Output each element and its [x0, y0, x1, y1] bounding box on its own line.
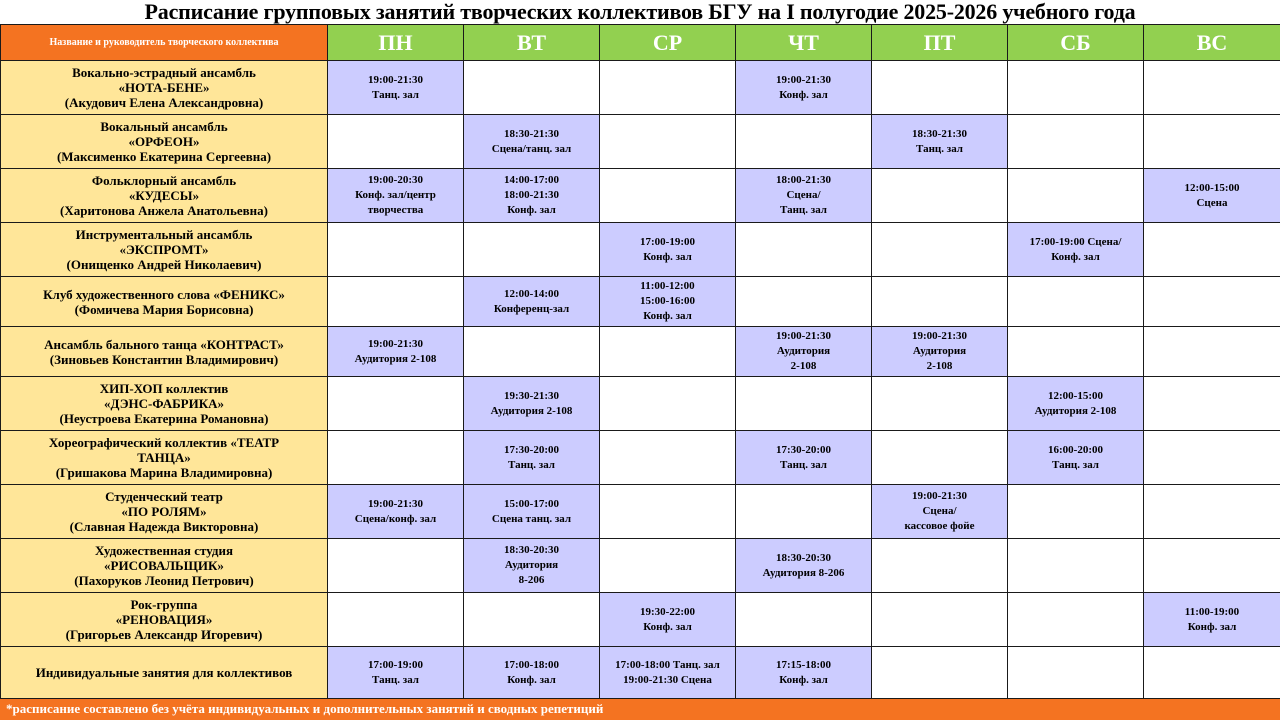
schedule-cell-line: Сцена/	[922, 505, 957, 517]
schedule-cell-wed	[600, 377, 736, 431]
schedule-cell-line: Танц. зал	[916, 142, 963, 155]
schedule-cell-sun	[1144, 485, 1280, 539]
schedule-cell-fri	[872, 647, 1008, 699]
schedule-cell-fri	[872, 169, 1008, 223]
schedule-cell-sat	[1008, 431, 1144, 485]
collective-name-line: «КУДЕСЫ»	[128, 188, 200, 203]
collective-name-line: (Харитонова Анжела Анатольевна)	[60, 203, 268, 218]
schedule-cell-line: Конф. зал	[1187, 620, 1237, 633]
collective-name-line: «НОТА-БЕНЕ»	[118, 80, 210, 95]
schedule-cell-line: Аудитория 8-206	[762, 566, 845, 579]
schedule-cell-thu	[736, 169, 872, 223]
schedule-cell-mon	[328, 431, 464, 485]
schedule-cell-line: 11:00-19:00	[1184, 605, 1240, 618]
schedule-cell-sat	[1008, 169, 1144, 223]
schedule-cell-thu	[736, 223, 872, 277]
schedule-cell-tue	[464, 485, 600, 539]
collective-name-line: (Славная Надежда Викторовна)	[69, 519, 259, 534]
schedule-cell-line: Конф. зал	[643, 250, 692, 263]
schedule-cell-sun	[1144, 647, 1280, 699]
schedule-cell-tue	[464, 327, 600, 377]
collective-name-line: «ЭКСПРОМТ»	[119, 242, 209, 257]
schedule-cell-sat	[1008, 61, 1144, 115]
schedule-cell-sun	[1144, 327, 1280, 377]
schedule-cell-sat	[1008, 647, 1144, 699]
schedule-cell-line: Аудитория	[504, 559, 559, 571]
schedule-cell-thu	[736, 431, 872, 485]
schedule-cell-fri	[872, 431, 1008, 485]
schedule-cell-wed	[600, 647, 736, 699]
schedule-cell-sat	[1008, 277, 1144, 327]
schedule-cell-line: Сцена танц. зал	[491, 512, 572, 525]
schedule-cell-thu	[736, 593, 872, 647]
collective-name	[1, 485, 328, 539]
schedule-cell-line: Конференц-зал	[493, 302, 570, 315]
collective-name-line: «РИСОВАЛЬЩИК»	[104, 558, 224, 573]
schedule-row	[1, 327, 1280, 377]
schedule-cell-tue	[464, 115, 600, 169]
schedule-cell-line: Аудитория	[912, 345, 967, 357]
collective-name-line: (Онищенко Андрей Николаевич)	[66, 257, 262, 272]
schedule-cell-fri	[872, 61, 1008, 115]
schedule-table	[0, 24, 1280, 699]
schedule-cell-line: Конф. зал	[779, 673, 828, 686]
schedule-cell-line: 8-206	[518, 574, 545, 586]
schedule-cell-line: Конф. зал	[507, 204, 556, 216]
schedule-cell-thu	[736, 277, 872, 327]
schedule-cell-line: Конф. зал	[1051, 250, 1100, 263]
schedule-cell-line: 19:30-22:00	[640, 605, 695, 618]
collective-name	[1, 277, 328, 327]
schedule-cell-sun	[1144, 223, 1280, 277]
schedule-cell-line: 18:00-21:30	[776, 174, 831, 186]
schedule-cell-sun	[1144, 277, 1280, 327]
collective-name-line: (Пахоруков Леонид Петрович)	[74, 573, 254, 588]
schedule-cell-line: 17:00-19:00	[640, 235, 695, 248]
collective-name	[1, 377, 328, 431]
schedule-cell-line: 19:00-21:30 Сцена	[623, 673, 712, 686]
schedule-cell-thu	[736, 485, 872, 539]
day-header-sat: СБ	[1008, 25, 1144, 61]
schedule-cell-tue	[464, 593, 600, 647]
schedule-cell-line: 19:00-21:30	[368, 73, 423, 86]
collective-name-line: (Гришакова Марина Владимировна)	[55, 465, 273, 480]
schedule-cell-line: Сцена/	[786, 189, 821, 201]
schedule-cell-line: 17:30-20:00	[504, 443, 559, 456]
collective-name-line: Вокальный ансамбль	[100, 119, 228, 134]
schedule-cell-fri	[872, 593, 1008, 647]
collective-name-line: Художественная студия	[95, 543, 233, 558]
collective-name-line: Индивидуальные занятия для коллективов	[35, 665, 293, 680]
schedule-cell-line: Аудитория 2-108	[1034, 404, 1117, 417]
schedule-row	[1, 431, 1280, 485]
collective-name-line: ХИП-ХОП коллектив	[99, 381, 229, 396]
schedule-cell-thu	[736, 115, 872, 169]
collective-name-line: «ПО РОЛЯМ»	[121, 504, 207, 519]
schedule-cell-line: 19:00-21:30	[776, 330, 831, 342]
schedule-cell-line: 18:30-20:30	[504, 544, 559, 556]
collective-name-line: (Григорьев Александр Игоревич)	[65, 627, 263, 642]
schedule-body	[1, 61, 1280, 699]
collective-name	[1, 115, 328, 169]
schedule-cell-sun	[1144, 539, 1280, 593]
schedule-cell-line: 18:30-21:30	[912, 127, 967, 140]
schedule-row	[1, 377, 1280, 431]
day-header-sun: ВС	[1144, 25, 1280, 61]
schedule-cell-mon	[328, 223, 464, 277]
schedule-cell-wed	[600, 115, 736, 169]
collective-name-line: Инструментальный ансамбль	[75, 227, 253, 242]
schedule-cell-thu	[736, 377, 872, 431]
schedule-cell-line: творчества	[367, 204, 424, 216]
schedule-cell-line: 12:00-15:00	[1048, 389, 1103, 402]
collective-name-line: (Акудович Елена Александровна)	[64, 95, 264, 110]
schedule-cell-line: 17:00-18:00	[504, 658, 559, 671]
schedule-cell-line: 19:00-21:30	[776, 73, 831, 86]
collective-name-line: Хореографический коллектив «ТЕАТР	[48, 435, 280, 450]
schedule-cell-sun	[1144, 593, 1280, 647]
collective-name-line: (Фомичева Мария Борисовна)	[74, 301, 254, 317]
collective-name-line: Фольклорный ансамбль	[91, 173, 237, 188]
schedule-cell-wed	[600, 223, 736, 277]
schedule-cell-sat	[1008, 485, 1144, 539]
schedule-cell-line: 2-108	[790, 360, 817, 372]
schedule-cell-sat	[1008, 115, 1144, 169]
schedule-cell-mon	[328, 593, 464, 647]
schedule-cell-line: 14:00-17:00	[504, 174, 559, 186]
collective-name-line: Рок-группа	[130, 597, 198, 612]
schedule-cell-line: 17:15-18:00	[776, 658, 831, 671]
schedule-row	[1, 485, 1280, 539]
schedule-row	[1, 277, 1280, 327]
schedule-cell-fri	[872, 223, 1008, 277]
schedule-cell-thu	[736, 539, 872, 593]
schedule-cell-line: 12:00-15:00	[1184, 181, 1240, 194]
name-column-header: Название и руководитель творческого коллектива	[1, 25, 328, 61]
collective-name-line: Вокально-эстрадный ансамбль	[72, 65, 256, 80]
schedule-cell-wed	[600, 169, 736, 223]
schedule-cell-mon	[328, 115, 464, 169]
schedule-cell-line: Аудитория 2-108	[490, 404, 573, 417]
schedule-row	[1, 61, 1280, 115]
schedule-cell-tue	[464, 169, 600, 223]
schedule-cell-sat	[1008, 327, 1144, 377]
schedule-cell-line: 17:00-18:00 Танц. зал	[615, 658, 720, 671]
schedule-cell-line: 18:00-21:30	[504, 189, 559, 201]
schedule-cell-fri	[872, 327, 1008, 377]
schedule-cell-line: Танц. зал	[780, 204, 827, 216]
schedule-cell-mon	[328, 61, 464, 115]
schedule-cell-line: Конф. зал	[643, 620, 692, 633]
schedule-cell-mon	[328, 377, 464, 431]
day-header-thu: ЧТ	[736, 25, 872, 61]
schedule-cell-wed	[600, 593, 736, 647]
schedule-cell-line: 17:30-20:00	[776, 443, 831, 456]
collective-name-line: Ансамбль бального танца «КОНТРАСТ»	[44, 336, 284, 352]
collective-name	[1, 327, 328, 377]
schedule-cell-fri	[872, 377, 1008, 431]
schedule-row	[1, 169, 1280, 223]
schedule-cell-sun	[1144, 115, 1280, 169]
collective-name-line: «РЕНОВАЦИЯ»	[115, 612, 213, 627]
schedule-cell-line: 15:00-16:00	[640, 295, 695, 307]
schedule-cell-tue	[464, 431, 600, 485]
schedule-cell-tue	[464, 61, 600, 115]
schedule-row	[1, 647, 1280, 699]
page-title: Расписание групповых занятий творческих коллективов БГУ на I полугодие 2025-2026 учебного года	[144, 0, 1136, 24]
schedule-row	[1, 539, 1280, 593]
collective-name-line: «ОРФЕОН»	[128, 134, 200, 149]
schedule-cell-line: 19:00-21:30	[912, 490, 967, 502]
schedule-cell-line: Сцена/танц. зал	[491, 142, 572, 155]
schedule-cell-line: 19:00-21:30	[368, 497, 423, 510]
schedule-cell-line: Конф. зал	[507, 673, 556, 686]
schedule-cell-wed	[600, 431, 736, 485]
schedule-cell-line: 17:00-19:00	[368, 658, 423, 671]
schedule-cell-line: Сцена/конф. зал	[354, 512, 437, 525]
schedule-cell-line: 11:00-12:00	[640, 280, 695, 292]
schedule-cell-fri	[872, 277, 1008, 327]
schedule-cell-line: 15:00-17:00	[504, 497, 559, 510]
day-header-fri: ПТ	[872, 25, 1008, 61]
schedule-cell-line: 19:30-21:30	[504, 389, 559, 402]
schedule-cell-sat	[1008, 539, 1144, 593]
collective-name-line: Студенческий театр	[105, 489, 223, 504]
schedule-cell-sun	[1144, 169, 1280, 223]
schedule-cell-sat	[1008, 377, 1144, 431]
schedule-cell-sun	[1144, 377, 1280, 431]
schedule-cell-mon	[328, 277, 464, 327]
schedule-cell-line: Танц. зал	[372, 673, 419, 686]
schedule-cell-wed	[600, 277, 736, 327]
schedule-cell-line: 12:00-14:00	[504, 287, 559, 300]
schedule-cell-line: 2-108	[926, 360, 953, 372]
schedule-cell-fri	[872, 115, 1008, 169]
collective-name	[1, 61, 328, 115]
schedule-cell-mon	[328, 539, 464, 593]
schedule-cell-line: 17:00-19:00 Сцена/	[1029, 235, 1122, 248]
schedule-row	[1, 223, 1280, 277]
collective-name-line: Клуб художественного слова «ФЕНИКС»	[43, 286, 285, 302]
collective-name	[1, 431, 328, 485]
schedule-cell-fri	[872, 539, 1008, 593]
schedule-cell-wed	[600, 61, 736, 115]
collective-name	[1, 539, 328, 593]
day-header-mon: ПН	[328, 25, 464, 61]
schedule-cell-thu	[736, 647, 872, 699]
schedule-cell-sat	[1008, 593, 1144, 647]
schedule-cell-tue	[464, 223, 600, 277]
day-header-tue: ВТ	[464, 25, 600, 61]
schedule-cell-tue	[464, 377, 600, 431]
schedule-cell-tue	[464, 277, 600, 327]
schedule-cell-line: 18:30-21:30	[504, 127, 559, 140]
collective-name	[1, 593, 328, 647]
collective-name	[1, 223, 328, 277]
schedule-cell-sun	[1144, 61, 1280, 115]
schedule-cell-sat	[1008, 223, 1144, 277]
schedule-cell-wed	[600, 327, 736, 377]
schedule-cell-line: Аудитория	[776, 345, 831, 357]
schedule-cell-wed	[600, 485, 736, 539]
schedule-cell-line: 16:00-20:00	[1048, 443, 1103, 456]
schedule-cell-fri	[872, 485, 1008, 539]
collective-name-line: (Зиновьев Константин Владимирович)	[49, 351, 279, 367]
schedule-row	[1, 593, 1280, 647]
collective-name	[1, 647, 328, 699]
day-header-wed: СР	[600, 25, 736, 61]
collective-name-line: (Неустроева Екатерина Романовна)	[59, 411, 269, 426]
schedule-cell-sun	[1144, 431, 1280, 485]
schedule-cell-tue	[464, 647, 600, 699]
schedule-cell-line: Танц. зал	[372, 88, 419, 101]
schedule-cell-line: Конф. зал	[779, 88, 828, 101]
schedule-cell-line: Танц. зал	[780, 458, 827, 471]
schedule-cell-line: Конф. зал	[643, 310, 692, 322]
schedule-cell-mon	[328, 327, 464, 377]
collective-name	[1, 169, 328, 223]
schedule-cell-tue	[464, 539, 600, 593]
collective-name-line: ТАНЦА»	[137, 450, 191, 465]
schedule-cell-wed	[600, 539, 736, 593]
schedule-cell-line: 19:00-21:30	[912, 330, 967, 342]
schedule-cell-line: Аудитория 2-108	[354, 352, 437, 365]
schedule-cell-thu	[736, 61, 872, 115]
schedule-cell-thu	[736, 327, 872, 377]
schedule-cell-line: кассовое фойе	[904, 520, 975, 532]
schedule-cell-line: Сцена	[1196, 196, 1228, 209]
schedule-cell-line: 18:30-20:30	[776, 551, 831, 564]
schedule-row	[1, 115, 1280, 169]
footnote: *расписание составлено без учёта индивидуальных и дополнительных занятий и сводных репетиций	[0, 698, 1280, 720]
collective-name-line: (Максименко Екатерина Сергеевна)	[56, 149, 272, 164]
schedule-cell-mon	[328, 169, 464, 223]
schedule-cell-line: Танц. зал	[508, 458, 555, 471]
schedule-cell-line: 19:00-21:30	[368, 337, 423, 350]
schedule-cell-line: Танц. зал	[1052, 458, 1099, 471]
collective-name-line: «ДЭНС-ФАБРИКА»	[103, 396, 225, 411]
schedule-cell-mon	[328, 485, 464, 539]
schedule-cell-mon	[328, 647, 464, 699]
schedule-cell-line: Конф. зал/центр	[355, 189, 436, 201]
schedule-cell-line: 19:00-20:30	[368, 174, 423, 186]
